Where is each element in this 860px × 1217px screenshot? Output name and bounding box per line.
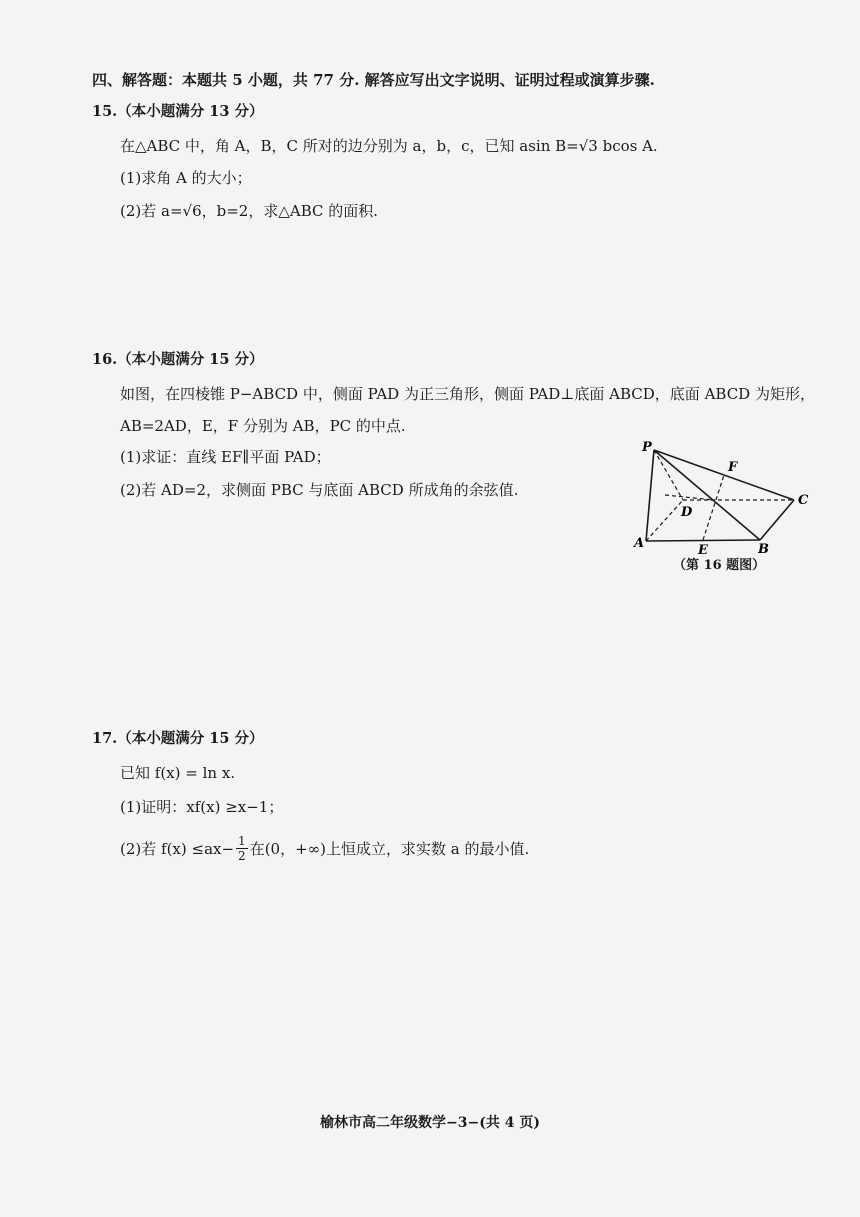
q16-heading: 16.（本小题满分 15 分） <box>92 351 264 368</box>
label-A: A <box>634 536 645 551</box>
page-footer: 榆林市高二年级数学−3−(共 4 页) <box>320 1115 540 1131</box>
edge-AB <box>646 540 760 541</box>
q15-stem: 在△ABC 中，角 A，B，C 所对的边分别为 a，b，c，已知 asin B=√3 bcos A. <box>120 137 658 155</box>
edge-AD <box>646 500 683 541</box>
edge-BC <box>760 500 794 540</box>
section-heading: 四、解答题：本题共 5 小题，共 77 分. 解答应写出文字说明、证明过程或演算步骤. <box>92 71 655 89</box>
label-F: F <box>728 460 738 475</box>
fraction-one-half <box>236 834 248 863</box>
q17-heading: 17.（本小题满分 15 分） <box>92 730 264 747</box>
q16-part2: (2)若 AD=2，求侧面 PBC 与底面 ABCD 所成角的余弦值. <box>120 481 519 499</box>
edge-PA <box>646 450 654 541</box>
q17-part1: (1)证明：xf(x) ≥x−1； <box>120 798 284 816</box>
fraction-denominator: 2 <box>238 849 246 863</box>
label-P: P <box>642 440 652 455</box>
fraction-numerator: 1 <box>238 834 246 848</box>
label-E: E <box>698 543 708 556</box>
q16-part1: (1)求证：直线 EF∥平面 PAD； <box>120 448 331 466</box>
figure-caption: （第 16 题图） <box>673 558 766 573</box>
q15-part2: (2)若 a=√6，b=2，求△ABC 的面积. <box>120 202 379 220</box>
label-D: D <box>681 505 693 520</box>
label-B: B <box>758 542 769 556</box>
q17-part2-post: 在(0，+∞)上恒成立，求实数 a 的最小值. <box>249 839 530 858</box>
q15-part1: (1)求角 A 的大小； <box>120 169 252 187</box>
edge-PD <box>654 450 683 500</box>
label-C: C <box>798 493 809 508</box>
q17-stem: 已知 f(x) = ln x. <box>120 764 236 782</box>
q17-part2 <box>120 834 529 863</box>
q16-stem-line1: 如图，在四棱锥 P−ABCD 中，侧面 PAD 为正三角形，侧面 PAD⊥底面 ABCD，底面 ABCD 为矩形， <box>120 385 815 403</box>
q16-stem-line2: AB=2AD，E，F 分别为 AB，PC 的中点. <box>120 417 406 435</box>
pyramid-figure <box>628 436 818 556</box>
q17-part2-pre: (2)若 f(x) ≤ax− <box>120 839 235 858</box>
q15-heading: 15.（本小题满分 13 分） <box>92 103 264 120</box>
